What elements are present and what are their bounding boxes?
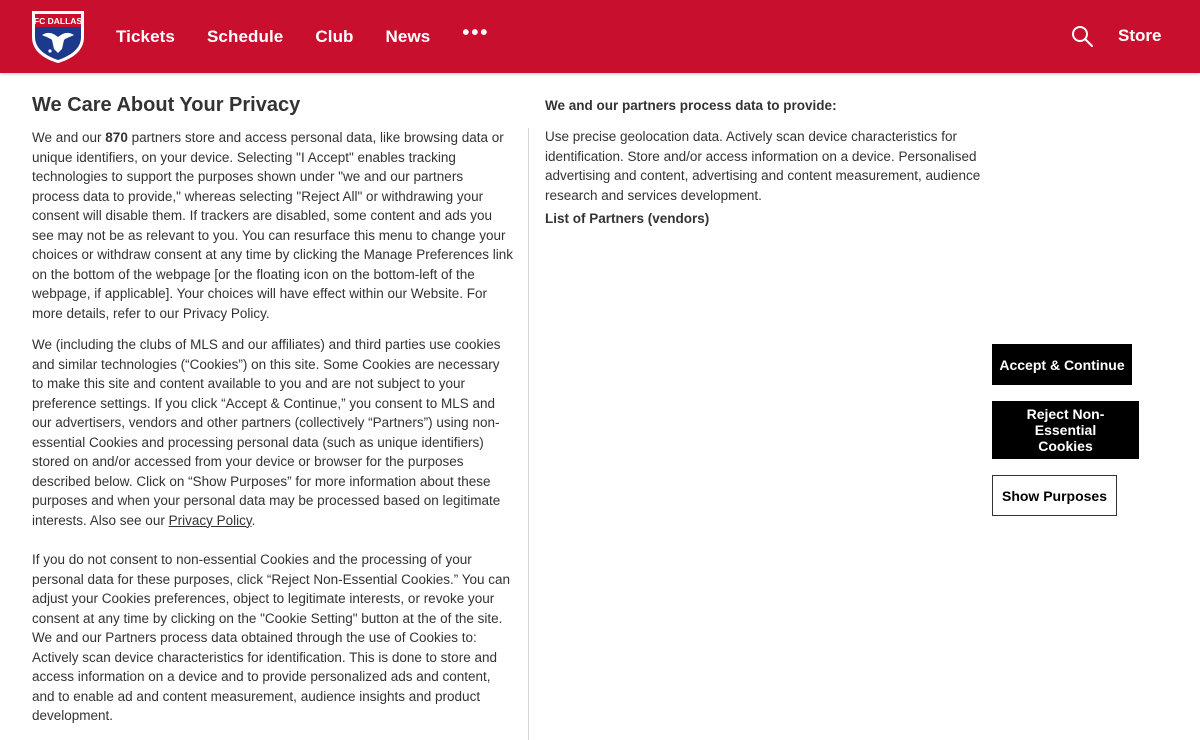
- privacy-paragraph-2: [32, 335, 514, 530]
- privacy-title: We Care About Your Privacy: [32, 94, 301, 116]
- privacy-paragraph-3: If you do not consent to non-essential Cookies and the processing of your personal data for these purposes, click “Reject Non-Essential Cookies.” You can adjust your Cookies preferences, object to legitimate interests, or revoke your consent at any time by clicking on the "Cookie Setting" button at the of the site. We and our Partners process data obtained through the use of Cookies to: Actively scan device characteristics for identification. This is done to store and access information on a device and to provide personalized ads and content, and to enable ad and content measurement, audience insights and product development.: [32, 552, 511, 723]
- search-icon[interactable]: [1070, 24, 1094, 48]
- para1-suffix: partners store and access personal data, like browsing data or unique identifiers, on your device. Selecting "I Accept" enables tracking technologies to support the purposes shown under "we and our partners process data to provide," whereas selecting "Reject All" or withdrawing your consent will disable them. If trackers are disabled, some content and ads you see may not be as relevant to you. You can resurface this menu to change your choices or withdraw consent at any time by clicking the Manage Preferences link on the bottom of the webpage [or the floating icon on the bottom-left of the webpage, if applicable]. Your choices will have effect within our Website. For more details, refer to our Privacy Policy.: [32, 130, 513, 321]
- reject-non-essential-button[interactable]: Reject Non-Essential Cookies: [992, 401, 1139, 459]
- partners-list-link[interactable]: List of Partners (vendors): [545, 211, 710, 226]
- accept-continue-button[interactable]: Accept & Continue: [992, 344, 1132, 385]
- nav-news[interactable]: News: [385, 26, 431, 46]
- purposes-text: Use precise geolocation data. Actively scan device characteristics for identification. Store and/or access information on a device. Personalised advertising and content, advertising and content measurement, audience research and services development.: [545, 129, 981, 203]
- para2-end: .: [251, 512, 256, 528]
- main-nav: [116, 0, 489, 73]
- purposes-section: [545, 98, 985, 226]
- purposes-title: We and our partners process data to provide:: [545, 98, 837, 113]
- store-link[interactable]: Store: [1118, 26, 1162, 45]
- fc-dallas-logo-icon[interactable]: [28, 7, 88, 65]
- privacy-description: [32, 94, 514, 738]
- nav-tickets[interactable]: Tickets: [116, 26, 175, 46]
- para1-prefix: We and our: [32, 130, 106, 145]
- privacy-paragraph-1: [32, 128, 514, 323]
- spacer: [32, 542, 514, 550]
- nav-club[interactable]: Club: [315, 26, 354, 46]
- show-purposes-button[interactable]: Show Purposes: [992, 475, 1117, 516]
- para2-text: We (including the clubs of MLS and our affiliates) and third parties use cookies and similar technologies (“Cookies”) on this site. Some Cookies are necessary to make this site and content available to you and are not subject to your preference settings. If you click “Accept & Continue,” you consent to MLS and our advertisers, vendors and other partners (collectively “Partners”) using non-essential Cookies and processing personal data (such as unique identifiers) stored on and/or accessed from your device or browser for the purposes described below. Click on “Show Purposes” for more information about these purposes and when your personal data may be processed based on legitimate interests. Also see our: [32, 337, 501, 528]
- nav-schedule[interactable]: Schedule: [206, 26, 284, 46]
- partner-count: 870: [105, 130, 128, 145]
- site-header: [0, 0, 1200, 73]
- more-icon[interactable]: •••: [462, 22, 490, 44]
- column-divider: [528, 128, 529, 740]
- privacy-policy-link[interactable]: Privacy Policy: [168, 512, 252, 528]
- logo-text: FC DALLAS: [33, 16, 83, 26]
